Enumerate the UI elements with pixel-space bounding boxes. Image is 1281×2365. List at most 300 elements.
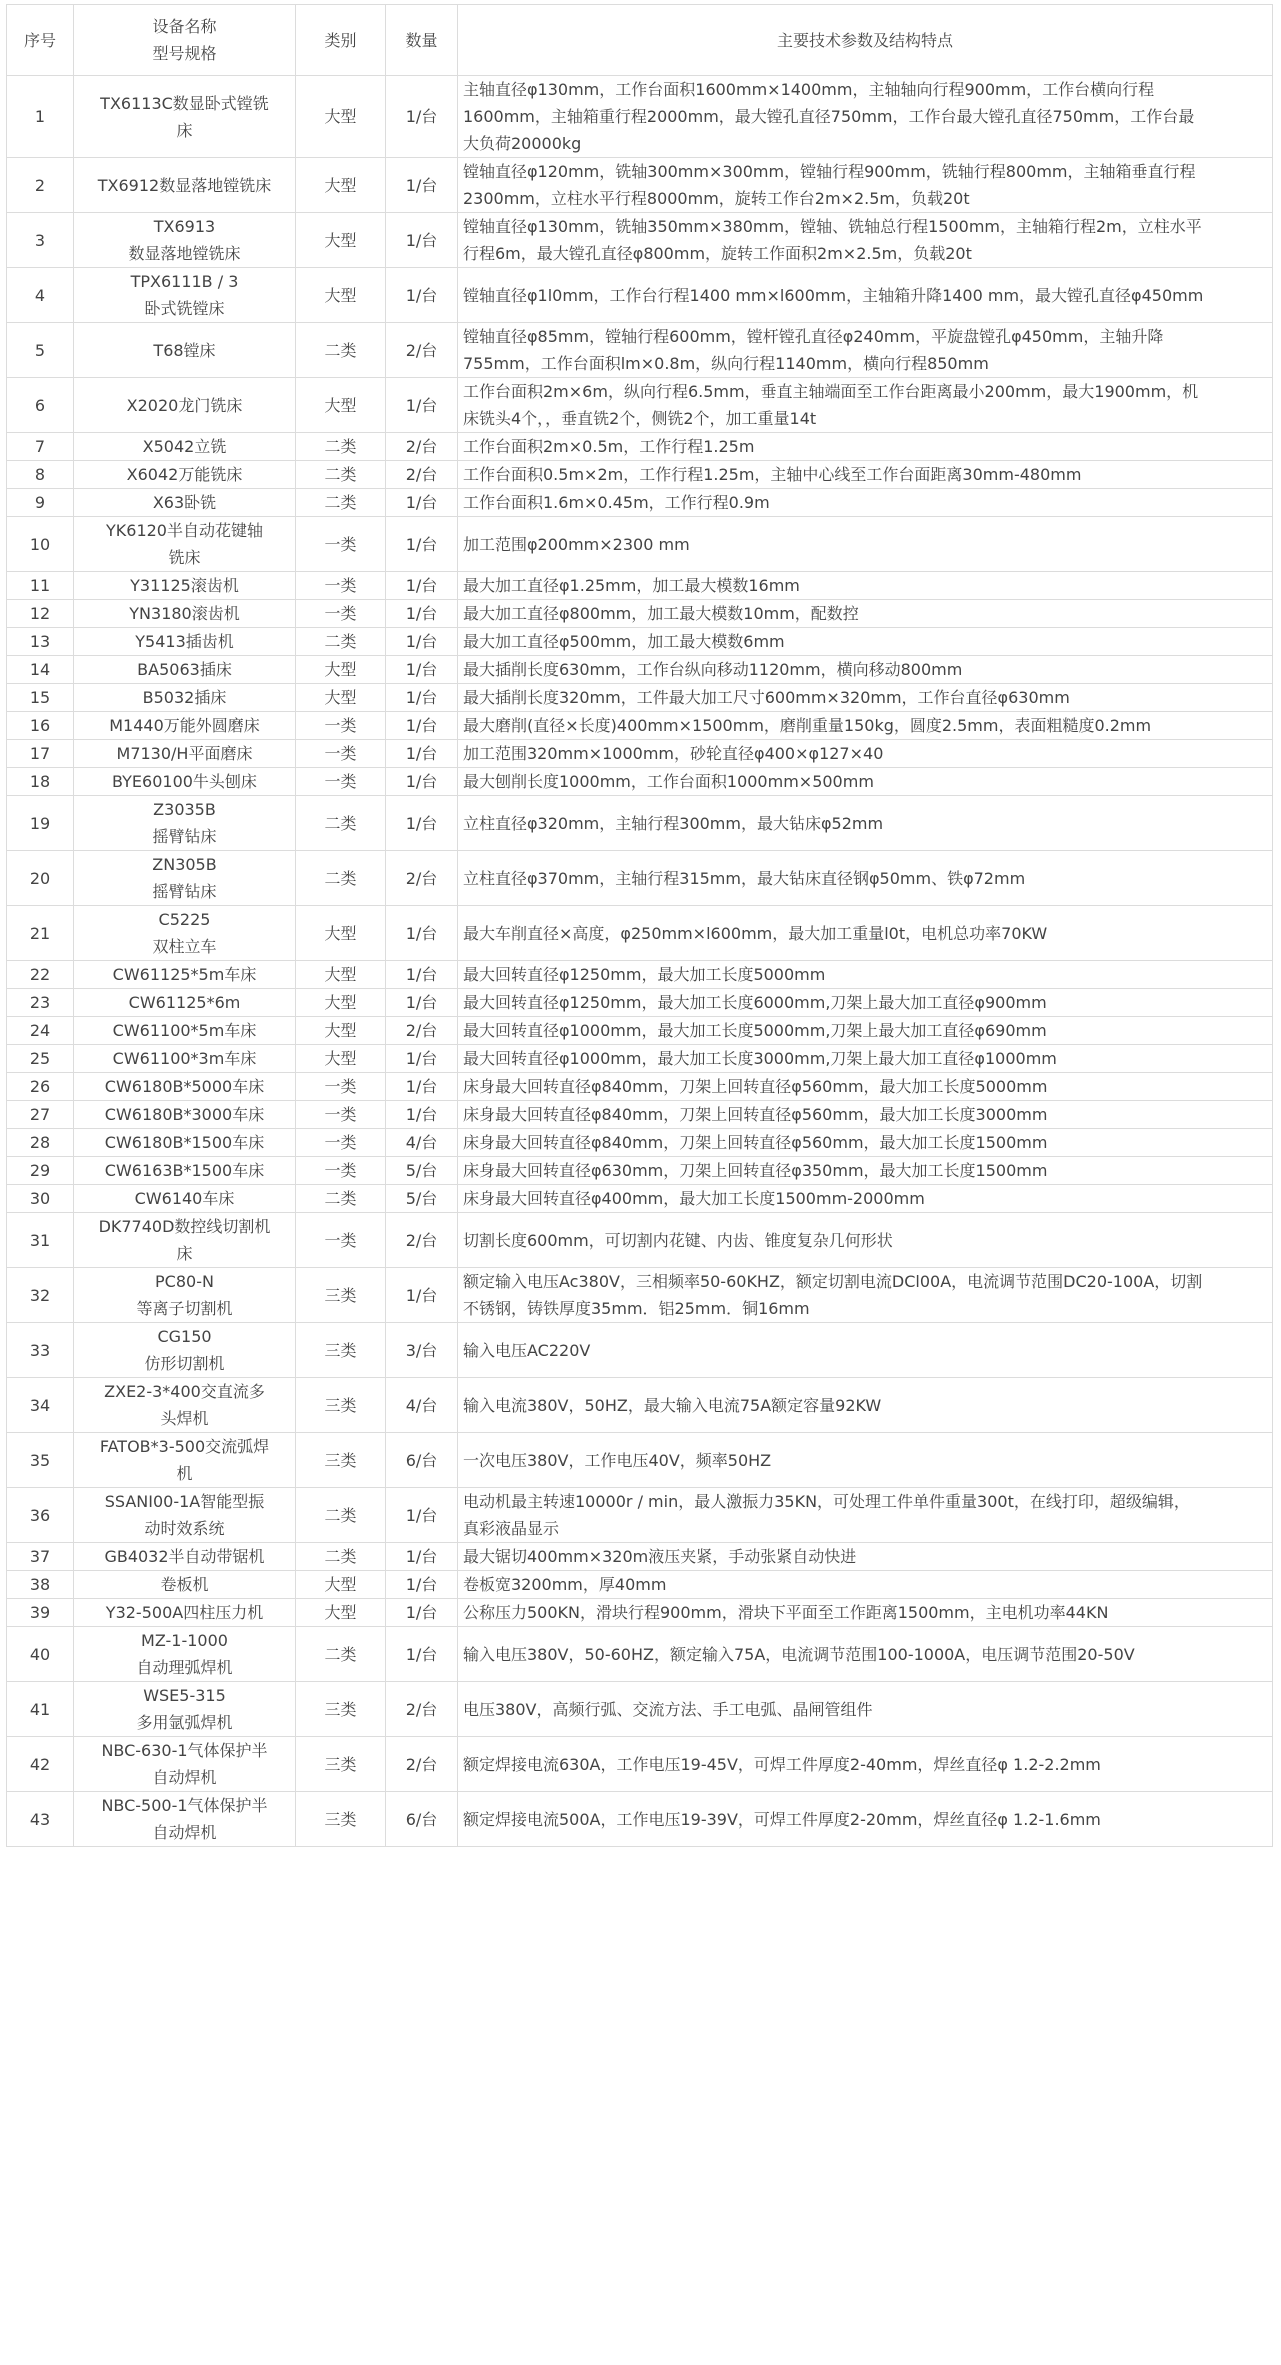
cell-params-line: 床铣头4个，，垂直铣2个，侧铣2个，加工重量14t bbox=[463, 409, 817, 428]
cell-category: 一类 bbox=[296, 1213, 386, 1268]
table-row bbox=[7, 1323, 1273, 1378]
cell-name bbox=[74, 989, 296, 1017]
cell-name bbox=[74, 489, 296, 517]
cell-quantity: 1/台 bbox=[386, 906, 458, 961]
cell-name bbox=[74, 323, 296, 378]
cell-category: 二类 bbox=[296, 628, 386, 656]
cell-params bbox=[458, 433, 1273, 461]
cell-name bbox=[74, 1101, 296, 1129]
cell-name-line: NBC-500-1气体保护半 bbox=[101, 1796, 268, 1815]
cell-params-line: 床身最大回转直径φ840mm，刀架上回转直径φ560mm，最大加工长度5000mm bbox=[463, 1077, 1048, 1096]
cell-category: 大型 bbox=[296, 989, 386, 1017]
cell-name-line: NBC-630-1气体保护半 bbox=[101, 1741, 268, 1760]
cell-params bbox=[458, 684, 1273, 712]
cell-name bbox=[74, 268, 296, 323]
cell-params-line: 一次电压380V，工作电压40V，频率50HZ bbox=[463, 1450, 772, 1470]
cell-name-line: CW6180B*5000车床 bbox=[104, 1077, 265, 1096]
cell-category: 二类 bbox=[296, 489, 386, 517]
cell-category: 大型 bbox=[296, 1017, 386, 1045]
cell-params bbox=[458, 1045, 1273, 1073]
table-row bbox=[7, 1571, 1273, 1599]
cell-quantity: 4/台 bbox=[386, 1378, 458, 1433]
cell-params-line: 立柱直径φ320mm，主轴行程300mm，最大钻床φ52mm bbox=[463, 813, 884, 833]
cell-params bbox=[458, 628, 1273, 656]
cell-params-line: 工作台面积2m×0.5m，工作行程1.25m bbox=[463, 437, 755, 456]
cell-name-line: X63卧铣 bbox=[152, 493, 217, 512]
cell-category: 一类 bbox=[296, 712, 386, 740]
cell-name-line: WSE5-315 bbox=[143, 1686, 226, 1705]
cell-params bbox=[458, 1433, 1273, 1488]
cell-params bbox=[458, 1213, 1273, 1268]
table-row bbox=[7, 1433, 1273, 1488]
cell-params bbox=[458, 461, 1273, 489]
cell-category: 大型 bbox=[296, 961, 386, 989]
cell-quantity: 2/台 bbox=[386, 461, 458, 489]
cell-params bbox=[458, 906, 1273, 961]
cell-params-line: 输入电流380V，50HZ，最大输入电流75A额定容量92KW bbox=[463, 1395, 882, 1415]
table-row bbox=[7, 1599, 1273, 1627]
table-row bbox=[7, 1543, 1273, 1571]
cell-name bbox=[74, 768, 296, 796]
cell-params-line: 最大回转直径φ1000mm，最大加工长度5000mm,刀架上最大加工直径φ690mm bbox=[463, 1021, 1047, 1040]
cell-params-line: 电动机最主转速10000r / min，最人激振力35KN，可处理工件单件重量300t，在线打印，超级编辑， bbox=[463, 1492, 1190, 1511]
cell-category: 大型 bbox=[296, 1045, 386, 1073]
cell-name-line: 床 bbox=[176, 120, 193, 140]
cell-name-line: 卧式铣镗床 bbox=[144, 299, 225, 318]
cell-category: 一类 bbox=[296, 740, 386, 768]
cell-params bbox=[458, 489, 1273, 517]
table-row bbox=[7, 1627, 1273, 1682]
cell-params-line: 额定输入电压Ac380V，三相频率50-60KHZ，额定切割电流DCl00A，电流调节范围DC20-100A，切割 bbox=[463, 1272, 1203, 1291]
cell-name bbox=[74, 517, 296, 572]
cell-quantity: 1/台 bbox=[386, 1045, 458, 1073]
cell-params-line: 床身最大回转直径φ630mm，刀架上回转直径φ350mm，最大加工长度1500mm bbox=[463, 1161, 1048, 1180]
table-row bbox=[7, 517, 1273, 572]
header-quantity: 数量 bbox=[386, 5, 458, 76]
cell-quantity: 1/台 bbox=[386, 684, 458, 712]
cell-name-line: Z3035B bbox=[153, 800, 216, 819]
cell-params-line: 床身最大回转直径φ840mm，刀架上回转直径φ560mm，最大加工长度1500mm bbox=[463, 1133, 1048, 1152]
cell-params bbox=[458, 1157, 1273, 1185]
cell-name bbox=[74, 1737, 296, 1792]
cell-quantity: 2/台 bbox=[386, 323, 458, 378]
cell-category: 二类 bbox=[296, 323, 386, 378]
cell-category: 三类 bbox=[296, 1323, 386, 1378]
cell-index: 9 bbox=[7, 489, 74, 517]
cell-category: 二类 bbox=[296, 433, 386, 461]
table-row bbox=[7, 684, 1273, 712]
cell-quantity: 5/台 bbox=[386, 1157, 458, 1185]
cell-params bbox=[458, 1737, 1273, 1792]
cell-quantity: 1/台 bbox=[386, 768, 458, 796]
cell-name bbox=[74, 906, 296, 961]
table-body bbox=[7, 76, 1273, 1847]
cell-name-line: TX6913 bbox=[153, 217, 216, 236]
cell-quantity: 1/台 bbox=[386, 740, 458, 768]
cell-name bbox=[74, 213, 296, 268]
cell-name bbox=[74, 796, 296, 851]
cell-name-line: X2020龙门铣床 bbox=[126, 395, 243, 415]
cell-params bbox=[458, 213, 1273, 268]
cell-name-line: CW6180B*1500车床 bbox=[104, 1133, 265, 1152]
cell-quantity: 1/台 bbox=[386, 1627, 458, 1682]
cell-quantity: 2/台 bbox=[386, 1017, 458, 1045]
cell-quantity: 1/台 bbox=[386, 268, 458, 323]
cell-params-line: 最大回转直径φ1250mm，最大加工长度5000mm bbox=[463, 965, 826, 984]
table-row bbox=[7, 1017, 1273, 1045]
cell-index: 8 bbox=[7, 461, 74, 489]
cell-name bbox=[74, 76, 296, 158]
cell-category: 大型 bbox=[296, 213, 386, 268]
cell-index: 33 bbox=[7, 1323, 74, 1378]
cell-index: 11 bbox=[7, 572, 74, 600]
cell-quantity: 1/台 bbox=[386, 158, 458, 213]
header-name-line: 型号规格 bbox=[152, 44, 217, 63]
cell-name-line: 铣床 bbox=[168, 548, 201, 567]
cell-index: 26 bbox=[7, 1073, 74, 1101]
cell-quantity: 1/台 bbox=[386, 1101, 458, 1129]
cell-params bbox=[458, 158, 1273, 213]
cell-params-line: 额定焊接电流630A，工作电压19-45V，可焊工件厚度2-40mm，焊丝直径φ 1.2-2.2mm bbox=[463, 1754, 1101, 1774]
cell-params-line: 切割长度600mm，可切割内花键、内齿、锥度复杂几何形状 bbox=[463, 1230, 893, 1250]
cell-quantity: 1/台 bbox=[386, 796, 458, 851]
cell-category: 二类 bbox=[296, 1488, 386, 1543]
cell-name-line: SSANI00-1A智能型振 bbox=[104, 1492, 265, 1511]
cell-params bbox=[458, 323, 1273, 378]
table-row bbox=[7, 1185, 1273, 1213]
cell-params-line: 床身最大回转直径φ400mm，最大加工长度1500mm-2000mm bbox=[463, 1189, 925, 1208]
cell-name-line: GB4032半自动带锯机 bbox=[104, 1547, 265, 1566]
cell-name-line: MZ-1-1000 bbox=[141, 1631, 228, 1650]
cell-quantity: 2/台 bbox=[386, 1737, 458, 1792]
cell-category: 二类 bbox=[296, 461, 386, 489]
cell-index: 22 bbox=[7, 961, 74, 989]
cell-params-line: 755mm，工作台面积lm×0.8m，纵向行程1140mm，横向行程850mm bbox=[463, 354, 989, 373]
cell-quantity: 2/台 bbox=[386, 1213, 458, 1268]
cell-name-line: X5042立铣 bbox=[142, 437, 227, 456]
cell-name bbox=[74, 1017, 296, 1045]
cell-params-line: 行程6m，最大镗孔直径φ800mm，旋转工作面积2m×2.5m，负载20t bbox=[463, 244, 972, 263]
cell-params bbox=[458, 656, 1273, 684]
cell-quantity: 1/台 bbox=[386, 961, 458, 989]
cell-name-line: CW61100*5m车床 bbox=[112, 1021, 257, 1040]
cell-params-line: 床身最大回转直径φ840mm，刀架上回转直径φ560mm，最大加工长度3000mm bbox=[463, 1105, 1048, 1124]
cell-name bbox=[74, 1378, 296, 1433]
cell-category: 三类 bbox=[296, 1737, 386, 1792]
cell-name-line: Y5413插齿机 bbox=[135, 632, 234, 651]
cell-category: 大型 bbox=[296, 158, 386, 213]
cell-name bbox=[74, 433, 296, 461]
cell-category: 一类 bbox=[296, 1129, 386, 1157]
cell-params-line: 最大磨削(直径×长度)400mm×1500mm，磨削重量150kg，圆度2.5mm，表面粗糙度0.2mm bbox=[463, 716, 1152, 735]
cell-index: 2 bbox=[7, 158, 74, 213]
cell-quantity: 2/台 bbox=[386, 1682, 458, 1737]
cell-name bbox=[74, 1213, 296, 1268]
cell-name bbox=[74, 1185, 296, 1213]
table-row bbox=[7, 461, 1273, 489]
cell-index: 18 bbox=[7, 768, 74, 796]
cell-category: 一类 bbox=[296, 572, 386, 600]
cell-quantity: 1/台 bbox=[386, 628, 458, 656]
cell-index: 15 bbox=[7, 684, 74, 712]
cell-params bbox=[458, 1792, 1273, 1847]
cell-category: 一类 bbox=[296, 1073, 386, 1101]
cell-params-line: 工作台面积1.6m×0.45m，工作行程0.9m bbox=[463, 493, 770, 512]
cell-index: 24 bbox=[7, 1017, 74, 1045]
cell-index: 39 bbox=[7, 1599, 74, 1627]
cell-index: 12 bbox=[7, 600, 74, 628]
cell-quantity: 1/台 bbox=[386, 989, 458, 1017]
cell-params-line: 镗轴直径φ85mm，镗轴行程600mm，镗杆镗孔直径φ240mm，平旋盘镗孔φ450mm，主轴升降 bbox=[463, 327, 1164, 346]
table-row bbox=[7, 76, 1273, 158]
cell-category: 一类 bbox=[296, 768, 386, 796]
cell-name-line: C5225 bbox=[158, 910, 211, 929]
cell-index: 42 bbox=[7, 1737, 74, 1792]
cell-name-line: CW6180B*3000车床 bbox=[104, 1105, 265, 1124]
cell-category: 三类 bbox=[296, 1268, 386, 1323]
cell-name-line: 自动焊机 bbox=[152, 1823, 217, 1842]
cell-params-line: 加工范围320mm×1000mm，砂轮直径φ400×φ127×40 bbox=[463, 744, 884, 763]
table-row bbox=[7, 213, 1273, 268]
cell-category: 大型 bbox=[296, 684, 386, 712]
cell-params-line: 最大插削长度630mm，工作台纵向移动1120mm，横向移动800mm bbox=[463, 660, 963, 679]
cell-params bbox=[458, 572, 1273, 600]
cell-name bbox=[74, 1268, 296, 1323]
cell-category: 大型 bbox=[296, 1599, 386, 1627]
cell-name bbox=[74, 461, 296, 489]
cell-params bbox=[458, 712, 1273, 740]
cell-params bbox=[458, 1627, 1273, 1682]
cell-name-line: CG150 bbox=[157, 1327, 212, 1346]
cell-category: 三类 bbox=[296, 1433, 386, 1488]
cell-category: 三类 bbox=[296, 1792, 386, 1847]
cell-name bbox=[74, 656, 296, 684]
cell-name-line: 卷板机 bbox=[160, 1575, 209, 1594]
cell-params-line: 工作台面积2m×6m，纵向行程6.5mm，垂直主轴端面至工作台距离最小200mm，最大1900mm，机 bbox=[463, 382, 1199, 401]
cell-category: 一类 bbox=[296, 1157, 386, 1185]
cell-params-line: 加工范围φ200mm×2300 mm bbox=[463, 534, 690, 554]
cell-params bbox=[458, 1571, 1273, 1599]
cell-params-line: 最大回转直径φ1000mm，最大加工长度3000mm,刀架上最大加工直径φ1000mm bbox=[463, 1049, 1057, 1068]
cell-index: 19 bbox=[7, 796, 74, 851]
cell-quantity: 1/台 bbox=[386, 1268, 458, 1323]
table-row bbox=[7, 1737, 1273, 1792]
cell-params-line: 2300mm，立柱水平行程8000mm，旋转工作台2m×2.5m，负载20t bbox=[463, 189, 970, 208]
header-name bbox=[74, 5, 296, 76]
cell-index: 30 bbox=[7, 1185, 74, 1213]
cell-category: 一类 bbox=[296, 517, 386, 572]
cell-index: 17 bbox=[7, 740, 74, 768]
cell-params-line: 输入电压AC220V bbox=[463, 1340, 591, 1360]
cell-name bbox=[74, 1682, 296, 1737]
cell-name-line: 动时效系统 bbox=[144, 1519, 225, 1538]
cell-params bbox=[458, 600, 1273, 628]
table-row bbox=[7, 1101, 1273, 1129]
cell-params-line: 镗轴直径φ130mm，铣轴350mm×380mm，镗轴、铣轴总行程1500mm，主轴箱行程2m，立柱水平 bbox=[463, 217, 1202, 236]
cell-quantity: 2/台 bbox=[386, 433, 458, 461]
cell-params bbox=[458, 1599, 1273, 1627]
cell-name bbox=[74, 1433, 296, 1488]
cell-params bbox=[458, 517, 1273, 572]
table-row bbox=[7, 323, 1273, 378]
table-row bbox=[7, 1792, 1273, 1847]
cell-name-line: M7130/H平面磨床 bbox=[116, 744, 253, 763]
cell-quantity: 1/台 bbox=[386, 378, 458, 433]
cell-category: 三类 bbox=[296, 1378, 386, 1433]
cell-name bbox=[74, 1073, 296, 1101]
cell-quantity: 1/台 bbox=[386, 1599, 458, 1627]
cell-quantity: 1/台 bbox=[386, 1073, 458, 1101]
cell-name-line: 头焊机 bbox=[160, 1409, 209, 1428]
cell-name bbox=[74, 628, 296, 656]
cell-params-line: 最大插削长度320mm，工件最大加工尺寸600mm×320mm，工作台直径φ630mm bbox=[463, 688, 1070, 707]
cell-quantity: 1/台 bbox=[386, 1571, 458, 1599]
cell-name-line: BA5063插床 bbox=[137, 660, 232, 679]
cell-params bbox=[458, 1129, 1273, 1157]
cell-params-line: 真彩液晶显示 bbox=[463, 1519, 560, 1538]
cell-params-line: 最大刨削长度1000mm，工作台面积1000mm×500mm bbox=[463, 772, 874, 791]
cell-params-line: 工作台面积0.5m×2m，工作行程1.25m，主轴中心线至工作台面距离30mm-480mm bbox=[463, 465, 1082, 484]
cell-index: 36 bbox=[7, 1488, 74, 1543]
cell-index: 29 bbox=[7, 1157, 74, 1185]
cell-params bbox=[458, 851, 1273, 906]
cell-quantity: 5/台 bbox=[386, 1185, 458, 1213]
cell-index: 4 bbox=[7, 268, 74, 323]
cell-params-line: 1600mm，主轴箱重行程2000mm，最大镗孔直径750mm，工作台最大镗孔直径750mm，工作台最 bbox=[463, 107, 1195, 126]
cell-params-line: 卷板宽3200mm，厚40mm bbox=[463, 1575, 667, 1594]
cell-index: 35 bbox=[7, 1433, 74, 1488]
cell-name-line: PC80-N bbox=[155, 1272, 214, 1291]
cell-category: 三类 bbox=[296, 1682, 386, 1737]
table-row bbox=[7, 268, 1273, 323]
table-row bbox=[7, 1045, 1273, 1073]
cell-params-line: 最大加工直径φ1.25mm，加工最大模数16mm bbox=[463, 576, 800, 595]
cell-index: 7 bbox=[7, 433, 74, 461]
cell-params bbox=[458, 1268, 1273, 1323]
cell-params bbox=[458, 1488, 1273, 1543]
cell-index: 3 bbox=[7, 213, 74, 268]
cell-index: 14 bbox=[7, 656, 74, 684]
cell-params-line: 立柱直径φ370mm，主轴行程315mm，最大钻床直径钢φ50mm、铁φ72mm bbox=[463, 868, 1026, 888]
cell-name bbox=[74, 684, 296, 712]
cell-params-line: 镗轴直径φ120mm，铣轴300mm×300mm，镗轴行程900mm，铣轴行程800mm，主轴箱垂直行程 bbox=[463, 162, 1196, 181]
table-row bbox=[7, 796, 1273, 851]
cell-name bbox=[74, 600, 296, 628]
cell-name-line: DK7740D数控线切割机 bbox=[98, 1217, 271, 1236]
table-row bbox=[7, 378, 1273, 433]
cell-name-line: YK6120半自动花键轴 bbox=[106, 521, 263, 540]
cell-name-line: FATOB*3-500交流弧焊 bbox=[99, 1437, 270, 1456]
cell-name bbox=[74, 1792, 296, 1847]
header-params: 主要技术参数及结构特点 bbox=[458, 5, 1273, 76]
cell-name bbox=[74, 1157, 296, 1185]
cell-index: 25 bbox=[7, 1045, 74, 1073]
cell-name-line: ZXE2-3*400交直流多 bbox=[104, 1382, 265, 1401]
cell-name-line: 仿形切割机 bbox=[144, 1354, 225, 1373]
cell-params-line: 最大加工直径φ500mm，加工最大模数6mm bbox=[463, 632, 785, 651]
cell-name-line: 多用氩弧焊机 bbox=[136, 1713, 233, 1732]
cell-params bbox=[458, 796, 1273, 851]
cell-name-line: CW61100*3m车床 bbox=[112, 1049, 257, 1068]
cell-params bbox=[458, 1682, 1273, 1737]
cell-params-line: 最大加工直径φ800mm，加工最大模数10mm，配数控 bbox=[463, 604, 859, 623]
cell-category: 一类 bbox=[296, 1101, 386, 1129]
cell-name bbox=[74, 1599, 296, 1627]
cell-name bbox=[74, 1323, 296, 1378]
table-row bbox=[7, 1157, 1273, 1185]
cell-params-line: 大负荷20000kg bbox=[463, 134, 582, 153]
cell-name bbox=[74, 1129, 296, 1157]
cell-name-line: 机 bbox=[176, 1464, 193, 1483]
cell-quantity: 2/台 bbox=[386, 851, 458, 906]
cell-category: 二类 bbox=[296, 851, 386, 906]
cell-params-line: 额定焊接电流500A，工作电压19-39V，可焊工件厚度2-20mm，焊丝直径φ 1.2-1.6mm bbox=[463, 1809, 1101, 1829]
cell-params-line: 最大回转直径φ1250mm，最大加工长度6000mm,刀架上最大加工直径φ900mm bbox=[463, 993, 1047, 1012]
cell-name-line: TPX6111B / 3 bbox=[130, 272, 239, 291]
cell-index: 40 bbox=[7, 1627, 74, 1682]
cell-params-line: 电压380V，高频行弧、交流方法、手工电弧、晶闸管组件 bbox=[463, 1699, 873, 1719]
cell-name-line: 等离子切割机 bbox=[136, 1299, 233, 1318]
cell-index: 5 bbox=[7, 323, 74, 378]
cell-params bbox=[458, 76, 1273, 158]
cell-name-line: 双柱立车 bbox=[152, 937, 217, 956]
cell-category: 二类 bbox=[296, 1543, 386, 1571]
cell-category: 大型 bbox=[296, 1571, 386, 1599]
cell-name-line: 摇臂钻床 bbox=[152, 827, 217, 846]
cell-index: 16 bbox=[7, 712, 74, 740]
cell-name bbox=[74, 158, 296, 213]
cell-name bbox=[74, 961, 296, 989]
table-row bbox=[7, 712, 1273, 740]
cell-category: 大型 bbox=[296, 268, 386, 323]
cell-index: 28 bbox=[7, 1129, 74, 1157]
cell-name-line: 自动焊机 bbox=[152, 1768, 217, 1787]
cell-params bbox=[458, 1101, 1273, 1129]
cell-name-line: Y31125滚齿机 bbox=[130, 576, 239, 595]
cell-index: 41 bbox=[7, 1682, 74, 1737]
cell-index: 31 bbox=[7, 1213, 74, 1268]
cell-name-line: CW6163B*1500车床 bbox=[104, 1161, 265, 1180]
table-row bbox=[7, 768, 1273, 796]
table-row bbox=[7, 656, 1273, 684]
cell-category: 二类 bbox=[296, 1627, 386, 1682]
cell-name bbox=[74, 712, 296, 740]
header-name-line: 设备名称 bbox=[152, 17, 217, 36]
cell-index: 20 bbox=[7, 851, 74, 906]
cell-params bbox=[458, 740, 1273, 768]
header-index: 序号 bbox=[7, 5, 74, 76]
cell-category: 大型 bbox=[296, 906, 386, 961]
cell-params-line: 不锈钢，铸铁厚度35mm．铝25mm．铜16mm bbox=[463, 1299, 810, 1318]
cell-params bbox=[458, 268, 1273, 323]
table-row bbox=[7, 989, 1273, 1017]
cell-params-line: 主轴直径φ130mm，工作台面积1600mm×1400mm，主轴轴向行程900mm，工作台横向行程 bbox=[463, 80, 1155, 99]
table-row bbox=[7, 851, 1273, 906]
table-row bbox=[7, 1268, 1273, 1323]
cell-quantity: 1/台 bbox=[386, 213, 458, 268]
cell-params-line: 最大锯切400mm×320m液压夹紧，手动张紧自动快进 bbox=[463, 1547, 857, 1566]
cell-index: 21 bbox=[7, 906, 74, 961]
table-row bbox=[7, 628, 1273, 656]
cell-name bbox=[74, 1543, 296, 1571]
cell-params bbox=[458, 1378, 1273, 1433]
cell-quantity: 1/台 bbox=[386, 572, 458, 600]
table-row bbox=[7, 572, 1273, 600]
cell-name bbox=[74, 1571, 296, 1599]
cell-name bbox=[74, 1045, 296, 1073]
cell-name bbox=[74, 378, 296, 433]
table-row bbox=[7, 906, 1273, 961]
